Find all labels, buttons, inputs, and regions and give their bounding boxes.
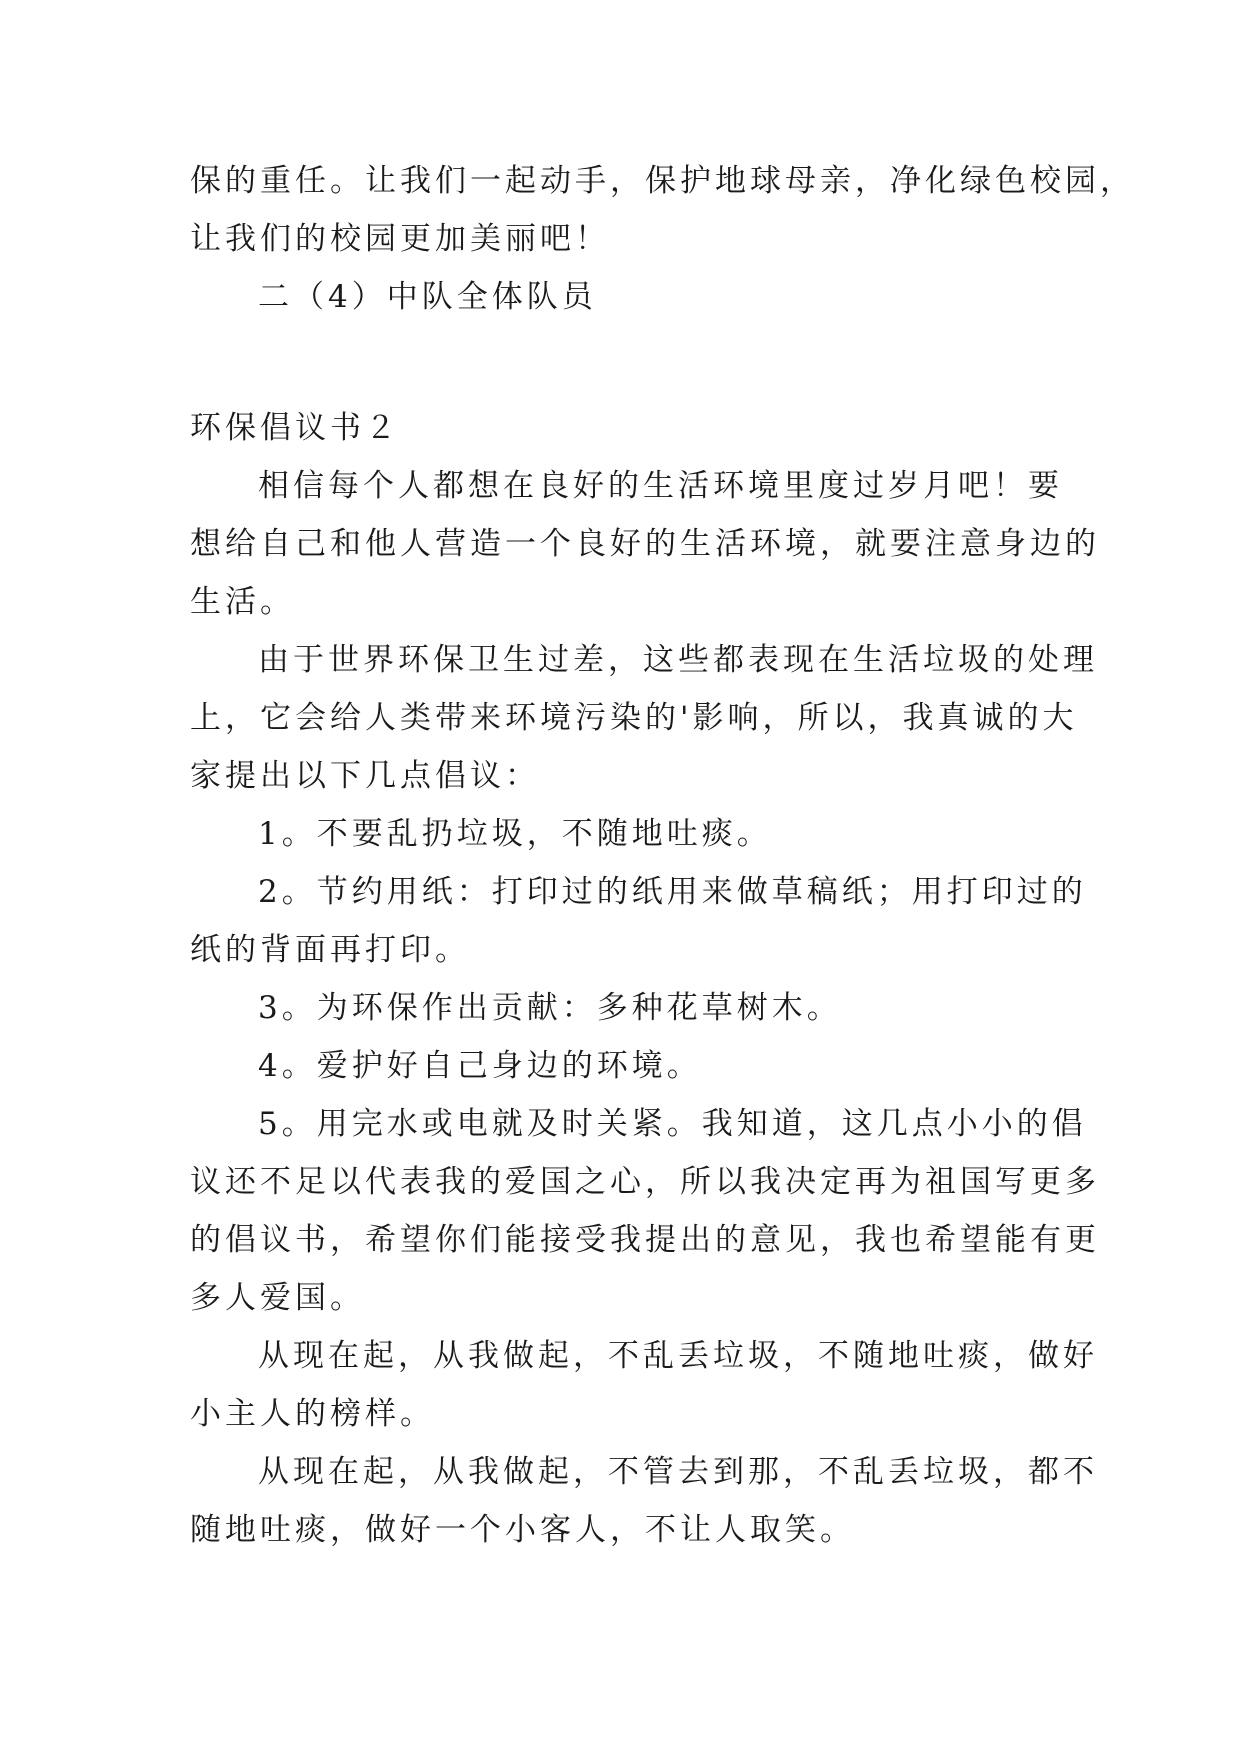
document-page <box>190 152 1135 1559</box>
intro-paragraph <box>190 152 1135 268</box>
text-line: 2。节约用纸：打印过的纸用来做草稿纸；用打印过的 <box>258 874 1087 910</box>
text-line: 由于世界环保卫生过差，这些都表现在生活垃圾的处理 <box>258 642 1098 678</box>
text-line: 5。用完水或电就及时关紧。我知道，这几点小小的倡 <box>258 1106 1087 1142</box>
section-gap <box>190 326 1050 399</box>
text-line: 想给自己和他人营造一个良好的生活环境，就要注意身边的 <box>190 526 1100 562</box>
text-line: 从现在起，从我做起，不乱丢垃圾，不随地吐痰，做好 <box>258 1338 1098 1374</box>
paragraph-1 <box>190 457 1100 631</box>
text-line: 的倡议书，希望你们能接受我提出的意见，我也希望能有更 <box>190 1222 1100 1258</box>
text-line: 家提出以下几点倡议： <box>190 758 540 794</box>
text-line: 生活。 <box>190 584 295 620</box>
paragraph-closing-2 <box>190 1443 1098 1559</box>
text-line: 小主人的榜样。 <box>190 1396 435 1432</box>
list-item-4 <box>190 1037 1050 1095</box>
list-item-2 <box>190 863 1087 979</box>
text-line: 上，它会给人类带来环境污染的'影响，所以，我真诚的大 <box>190 700 1078 736</box>
list-item-5 <box>190 1095 1100 1327</box>
list-item-3 <box>190 979 1050 1037</box>
text-line: 多人爱国。 <box>190 1280 365 1316</box>
paragraph-2 <box>190 631 1098 805</box>
text-line: 议还不足以代表我的爱国之心，所以我决定再为祖国写更多 <box>190 1164 1100 1200</box>
text-line: 纸的背面再打印。 <box>190 932 470 968</box>
list-item-1 <box>190 805 1050 863</box>
text-line: 让我们的校园更加美丽吧！ <box>190 221 610 257</box>
section-title: 环保倡议书２ <box>190 410 400 446</box>
text-line: 3。为环保作出贡献：多种花草树木。 <box>258 990 842 1026</box>
text-line: 4。爱护好自己身边的环境。 <box>258 1048 702 1084</box>
text-line: 保的重任。让我们一起动手，保护地球母亲，净化绿色校园， <box>190 163 1135 199</box>
text-line: 相信每个人都想在良好的生活环境里度过岁月吧！要 <box>258 468 1063 504</box>
text-line: 从现在起，从我做起，不管去到那，不乱丢垃圾，都不 <box>258 1454 1098 1490</box>
text-line: 1。不要乱扔垃圾，不随地吐痰。 <box>258 816 772 852</box>
text-line: 随地吐痰，做好一个小客人，不让人取笑。 <box>190 1512 855 1548</box>
paragraph-closing-1 <box>190 1327 1098 1443</box>
signature: 二（4）中队全体队员 <box>258 279 597 315</box>
